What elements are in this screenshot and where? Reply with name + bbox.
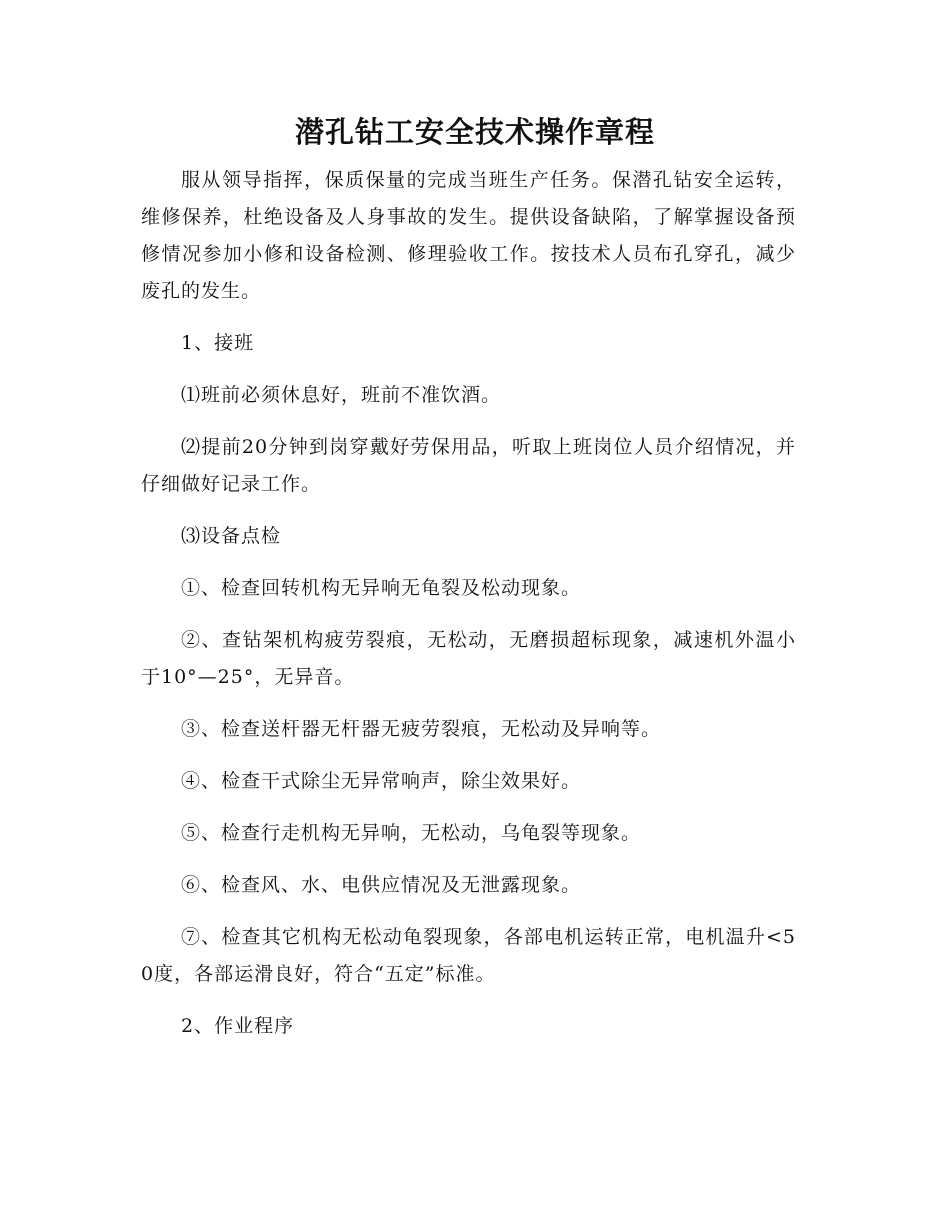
check-item-5: ⑤、检查行走机构无异响，无松动，乌龟裂等现象。 xyxy=(181,822,642,844)
section-heading-procedure: 2、作业程序 xyxy=(181,1015,295,1037)
paragraph-item-2: ⑵提前20分钟到岗穿戴好劳保用品，听取上班岗位人员介绍情况，并仔细做好记录工作。 xyxy=(141,436,796,495)
section-heading-handover: 1、接班 xyxy=(181,332,255,354)
paragraph-item-3: ⑶设备点检 xyxy=(181,525,282,547)
document-title: 潜孔钻工安全技术操作章程 xyxy=(294,115,655,149)
check-item-6: ⑥、检查风、水、电供应情况及无泄露现象。 xyxy=(181,874,582,896)
check-item-4: ④、检查干式除尘无异常响声，除尘效果好。 xyxy=(181,770,582,792)
check-item-1: ①、检查回转机构无异响无龟裂及松动现象。 xyxy=(181,577,582,599)
document-body xyxy=(141,162,796,1045)
check-item-3: ③、检查送杆器无杆器无疲劳裂痕，无松动及异响等。 xyxy=(181,718,662,740)
check-item-7: ⑦、检查其它机构无松动龟裂现象，各部电机运转正常，电机温升<50度，各部运滑良好，符合“五定”标准。 xyxy=(141,926,796,985)
paragraph-item-1: ⑴班前必须休息好，班前不准饮酒。 xyxy=(181,384,502,406)
intro-paragraph: 服从领导指挥，保质保量的完成当班生产任务。保潜孔钻安全运转，维修保养，杜绝设备及人身事故的发生。提供设备缺陷，了解掌握设备预修情况参加小修和设备检测、修理验收工作。按技术人员布孔穿孔，减少废孔的发生。 xyxy=(141,169,796,302)
check-item-2: ②、查钻架机构疲劳裂痕，无松动，无磨损超标现象，减速机外温小于10°—25°，无异音。 xyxy=(141,629,796,688)
